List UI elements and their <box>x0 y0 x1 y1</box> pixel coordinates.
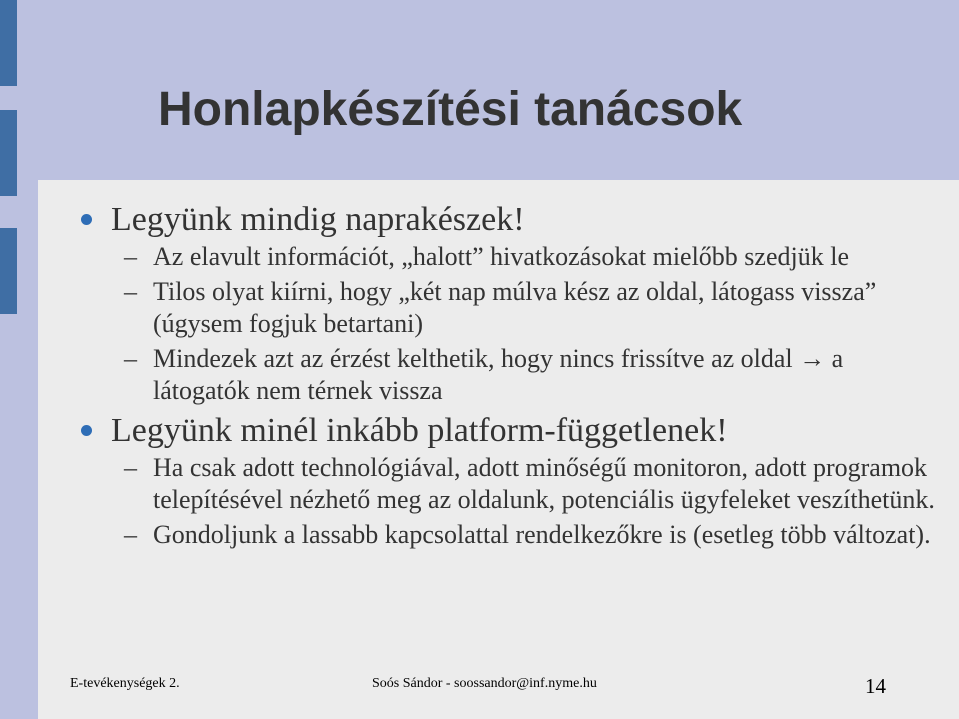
bullet-text: Legyünk minél inkább platform-függetlenek! <box>111 411 728 449</box>
dash-icon: – <box>124 452 137 482</box>
sub-bullet-item <box>78 241 938 274</box>
sub-bullet-text: Tilos olyat kiírni, hogy „két nap múlva kész az oldal, látogass vissza” (úgysem fogjuk betartani) <box>153 276 877 338</box>
sub-bullet-text: Az elavult információt, „halott” hivatkozásokat mielőbb szedjük le <box>153 242 849 271</box>
sub-bullet-item <box>78 452 938 517</box>
dash-icon: – <box>124 242 137 271</box>
left-accent-bar <box>0 228 17 314</box>
dash-icon: – <box>124 343 137 373</box>
sub-bullet-item <box>78 276 938 341</box>
bullet-dot-icon <box>81 425 92 436</box>
page-number: 14 <box>865 674 886 698</box>
slide-title: Honlapkészítési tanácsok <box>158 83 743 136</box>
dash-icon: – <box>124 276 137 306</box>
sub-bullet-text: Gondoljunk a lassabb kapcsolattal rendelkezőkre is (esetleg több változat). <box>153 519 931 549</box>
sub-bullet-text: Ha csak adott technológiával, adott minőségű monitoron, adott programok telepítésével nézhető meg az oldalunk, potenciális ügyfeleket veszíthetünk. <box>153 452 935 514</box>
sub-bullet-item <box>78 519 938 552</box>
bullet-item <box>78 201 938 239</box>
bullet-item <box>78 412 938 450</box>
bullet-text: Legyünk mindig naprakészek! <box>111 201 525 238</box>
footer-author: Soós Sándor - soossandor@inf.nyme.hu <box>372 676 597 691</box>
left-accent-bar <box>0 0 17 86</box>
bullet-list <box>78 197 938 551</box>
bullet-dot-icon <box>81 214 92 225</box>
dash-icon: – <box>124 519 137 549</box>
sub-bullet-item <box>78 343 938 408</box>
left-accent-bar <box>0 110 17 196</box>
sub-bullet-text: Mindezek azt az érzést kelthetik, hogy nincs frissítve az oldal → a látogatók nem térnek vissza <box>153 343 844 405</box>
footer-course-name: E-tevékenységek 2. <box>70 676 180 691</box>
